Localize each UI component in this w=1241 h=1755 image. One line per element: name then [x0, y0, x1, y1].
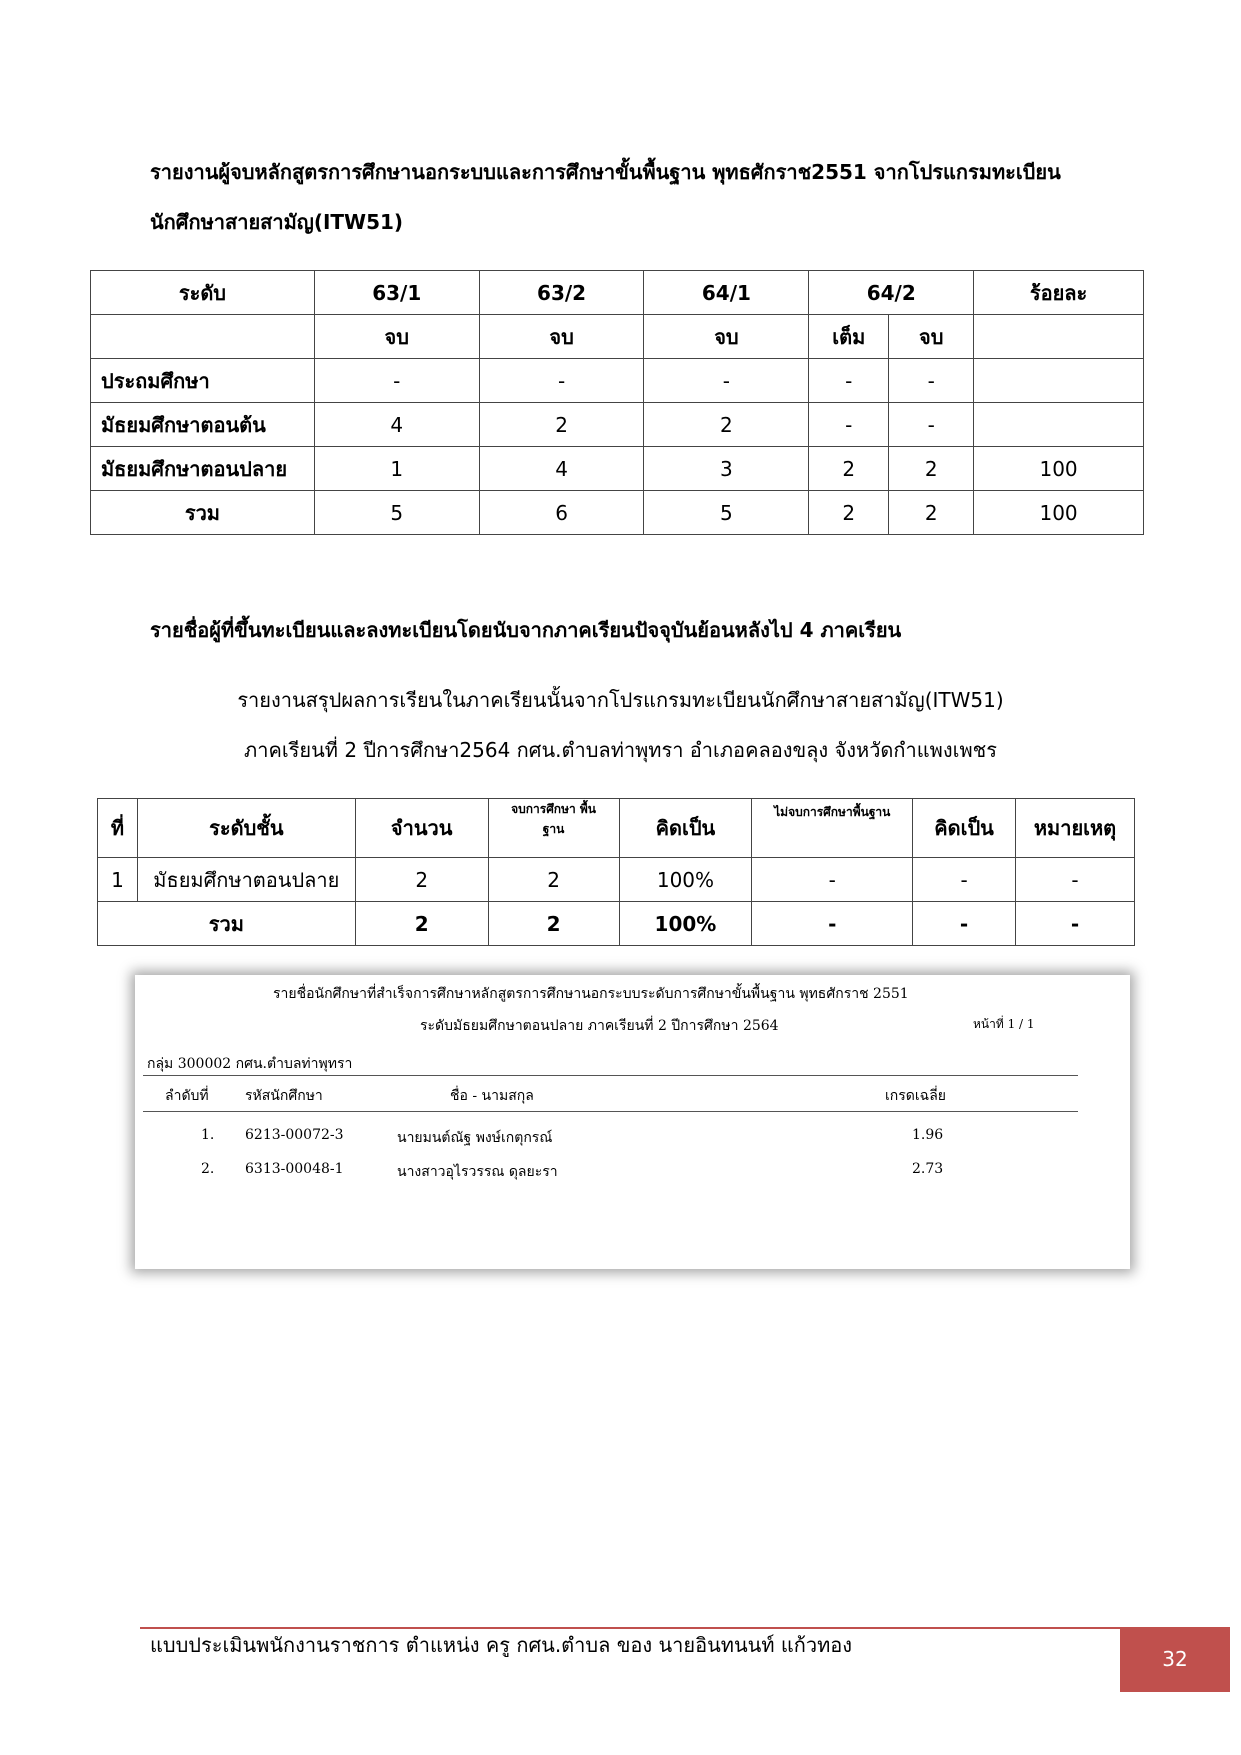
report-col-no: ลำดับที่ — [165, 1088, 209, 1104]
col-percent: คิดเป็น — [619, 799, 752, 858]
student-no: 2. — [201, 1161, 215, 1177]
table-cell: มัธยมศึกษาตอนต้น — [91, 403, 315, 447]
student-gpa: 1.96 — [912, 1127, 944, 1143]
table-cell: - — [913, 902, 1016, 946]
table-cell: 100% — [619, 902, 752, 946]
report-col-id: รหัสนักศึกษา — [245, 1088, 323, 1104]
report-group: กลุ่ม 300002 กศน.ตำบลท่าพุทรา — [147, 1056, 353, 1072]
student-name: นายมนต์ณัฐ พงษ์เกตุกรณ์ — [397, 1130, 553, 1146]
table-cell — [974, 359, 1144, 403]
table-cell — [974, 403, 1144, 447]
divider — [143, 1075, 1078, 1076]
report-title: รายชื่อนักศึกษาที่สำเร็จการศึกษาหลักสูตรการศึกษานอกระบบระดับการศึกษาขั้นพื้นฐาน พุทธศักราช 2551 — [273, 986, 909, 1002]
page-number: 32 — [1120, 1627, 1230, 1692]
table-cell: จบ — [479, 315, 644, 359]
table-cell: 100 — [974, 491, 1144, 535]
table-cell: 6 — [479, 491, 644, 535]
table-row — [91, 403, 1144, 447]
table-cell: 2 — [488, 858, 619, 902]
table-cell: จบ — [314, 315, 479, 359]
results-summary-table — [97, 798, 1135, 946]
col-no: ที่ — [98, 799, 138, 858]
student-name: นางสาวอุไรวรรณ ดุลยะรา — [397, 1164, 558, 1180]
table-cell: 5 — [644, 491, 809, 535]
table-cell: 1 — [314, 447, 479, 491]
summary-line2: ภาคเรียนที่ 2 ปีการศึกษา2564 กศน.ตำบลท่าพุทรา อำเภอคลองขลุง จังหวัดกำแพงเพชร — [244, 738, 997, 762]
student-no: 1. — [201, 1127, 215, 1143]
col-64-1: 64/1 — [644, 271, 809, 315]
table-cell: - — [1016, 902, 1135, 946]
report-subtitle: ระดับมัธยมศึกษาตอนปลาย ภาคเรียนที่ 2 ปีการศึกษา 2564 — [420, 1018, 779, 1034]
col-63-2: 63/2 — [479, 271, 644, 315]
table-cell: 4 — [479, 447, 644, 491]
col-graduated: จบการศึกษา พื้นฐาน — [488, 799, 619, 858]
table-cell: - — [479, 359, 644, 403]
table-cell: 4 — [314, 403, 479, 447]
table-cell: จบ — [644, 315, 809, 359]
table-cell: 2 — [809, 447, 889, 491]
col-remark: หมายเหตุ — [1016, 799, 1135, 858]
table-cell: 2 — [809, 491, 889, 535]
footer-text: แบบประเมินพนักงานราชการ ตำแหน่ง ครู กศน.ตำบล ของ นายอินทนนท์ แก้วทอง — [150, 1633, 853, 1657]
table-cell: 2 — [479, 403, 644, 447]
table-cell: 2 — [355, 858, 488, 902]
table-cell: 1 — [98, 858, 138, 902]
col-not-graduated: ไม่จบการศึกษาพื้นฐาน — [752, 799, 913, 858]
student-gpa: 2.73 — [912, 1161, 944, 1177]
col-64-2: 64/2 — [809, 271, 974, 315]
footer-divider — [140, 1627, 1120, 1629]
report-heading-line1: รายงานผู้จบหลักสูตรการศึกษานอกระบบและการศึกษาขั้นพื้นฐาน พุทธศักราช2551 จากโปรแกรมทะเบียน — [150, 160, 1061, 184]
table-cell — [91, 315, 315, 359]
table-cell: - — [1016, 858, 1135, 902]
summary-line1: รายงานสรุปผลการเรียนในภาคเรียนนั้นจากโปรแกรมทะเบียนนักศึกษาสายสามัญ(ITW51) — [237, 688, 1004, 712]
col-count: จำนวน — [355, 799, 488, 858]
report-col-gpa: เกรดเฉลี่ย — [885, 1088, 946, 1104]
table-cell: - — [889, 359, 974, 403]
col-level: ระดับชั้น — [137, 799, 355, 858]
section-heading: รายชื่อผู้ที่ขึ้นทะเบียนและลงทะเบียนโดยนับจากภาคเรียนปัจจุบันย้อนหลังไป 4 ภาคเรียน — [150, 618, 902, 642]
table-cell: รวม — [91, 491, 315, 535]
table-cell: 100 — [974, 447, 1144, 491]
divider — [143, 1111, 1078, 1112]
table-cell: 100% — [619, 858, 752, 902]
table-cell: 2 — [488, 902, 619, 946]
report-heading-line2: นักศึกษาสายสามัญ(ITW51) — [150, 210, 404, 234]
report-page: หน้าที่ 1 / 1 — [973, 1017, 1035, 1031]
table-cell: รวม — [98, 902, 356, 946]
graduates-by-term-table — [90, 270, 1144, 535]
table-cell: - — [752, 902, 913, 946]
table-row — [91, 359, 1144, 403]
table-cell: - — [889, 403, 974, 447]
student-id: 6313-00048-1 — [245, 1161, 344, 1177]
table-row — [91, 447, 1144, 491]
table-cell: - — [913, 858, 1016, 902]
table-total-row — [91, 491, 1144, 535]
table-header-row — [91, 271, 1144, 315]
table-cell: 2 — [889, 447, 974, 491]
table-cell: - — [314, 359, 479, 403]
table-cell: 5 — [314, 491, 479, 535]
table-cell: 2 — [355, 902, 488, 946]
table-cell: 3 — [644, 447, 809, 491]
table-cell: มัธยมศึกษาตอนปลาย — [137, 858, 355, 902]
table-cell: จบ — [889, 315, 974, 359]
col-percent: ร้อยละ — [974, 271, 1144, 315]
graduate-list-report-image — [135, 975, 1130, 1269]
table-row — [98, 858, 1135, 902]
table-cell: 2 — [644, 403, 809, 447]
col-percent-2: คิดเป็น — [913, 799, 1016, 858]
table-cell: 2 — [889, 491, 974, 535]
col-63-1: 63/1 — [314, 271, 479, 315]
col-level: ระดับ — [91, 271, 315, 315]
table-cell: - — [809, 359, 889, 403]
table-header-row — [98, 799, 1135, 858]
table-cell: ประถมศึกษา — [91, 359, 315, 403]
table-cell — [974, 315, 1144, 359]
table-cell: เต็ม — [809, 315, 889, 359]
table-cell: - — [644, 359, 809, 403]
table-cell: มัธยมศึกษาตอนปลาย — [91, 447, 315, 491]
table-total-row — [98, 902, 1135, 946]
student-id: 6213-00072-3 — [245, 1127, 344, 1143]
table-subheader-row — [91, 315, 1144, 359]
report-col-name: ชื่อ - นามสกุล — [450, 1088, 534, 1104]
table-cell: - — [809, 403, 889, 447]
table-cell: - — [752, 858, 913, 902]
